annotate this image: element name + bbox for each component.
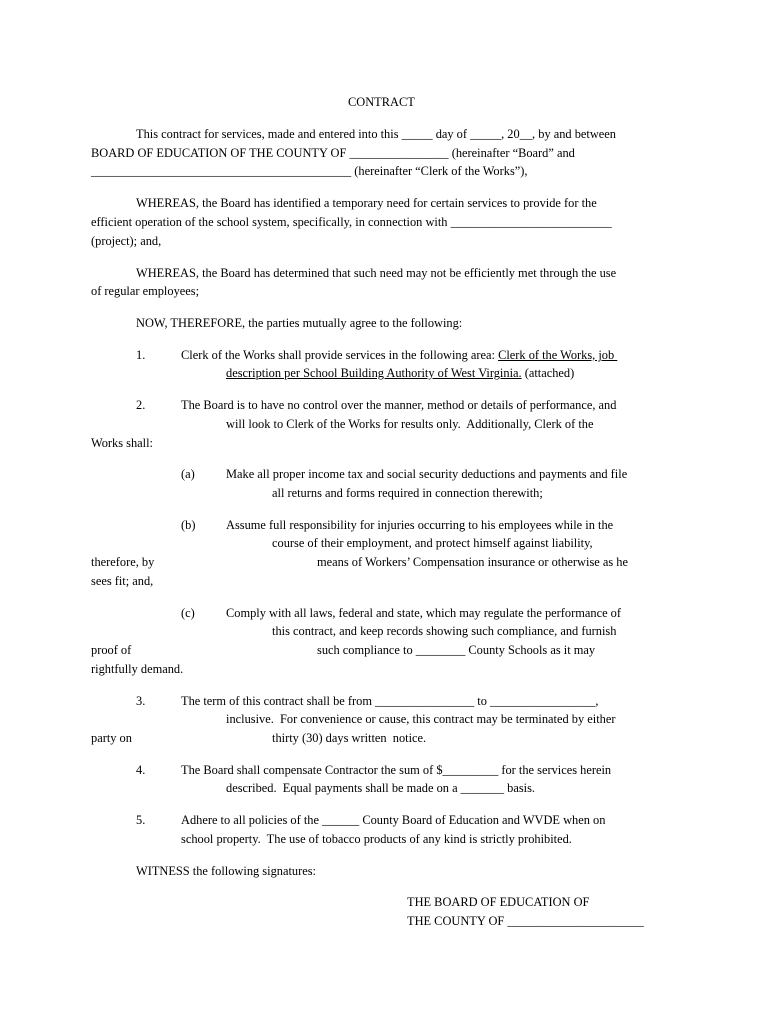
signature-block-line: THE BOARD OF EDUCATION OF (407, 895, 590, 909)
item-number: 5. (136, 813, 146, 827)
item-line: Works shall: (91, 436, 153, 450)
sub-item-line: rightfully demand. (91, 662, 184, 676)
sub-item-line: such compliance to ________ County Schools as it may (317, 643, 596, 657)
item-line: thirty (30) days written notice. (272, 731, 427, 745)
item-line: will look to Clerk of the Works for results only. Additionally, Clerk of the (226, 417, 594, 431)
intro-line: BOARD OF EDUCATION OF THE COUNTY OF ________________ (hereinafter “Board” and (91, 146, 575, 160)
item-line: inclusive. For convenience or cause, this contract may be terminated by either (226, 712, 616, 726)
item-line (181, 348, 617, 363)
item-number: 1. (136, 348, 146, 362)
sub-item-line: this contract, and keep records showing such compliance, and furnish (272, 624, 617, 638)
item-line: school property. The use of tobacco products of any kind is strictly prohibited. (181, 832, 572, 846)
now-therefore-line: NOW, THEREFORE, the parties mutually agree to the following: (136, 316, 463, 330)
witness-line: WITNESS the following signatures: (136, 864, 316, 878)
sub-item-line: means of Workers’ Compensation insurance or otherwise as he (317, 555, 628, 569)
item-line: party on (91, 731, 132, 745)
whereas-line: of regular employees; (91, 284, 200, 298)
item-text: (attached) (521, 366, 575, 380)
job-description-reference: Clerk of the Works, job (498, 348, 618, 362)
job-description-reference: description per School Building Authority of West Virginia. (226, 366, 522, 380)
sub-item-line: Make all proper income tax and social security deductions and payments and file (226, 467, 628, 481)
item-line: Adhere to all policies of the ______ County Board of Education and WVDE when on (181, 813, 606, 827)
sub-item-line: all returns and forms required in connection therewith; (272, 486, 543, 500)
item-number: 3. (136, 694, 146, 708)
sub-item-line: sees fit; and, (91, 574, 154, 588)
item-text: Clerk of the Works shall provide services in the following area: (181, 348, 499, 362)
item-line: The Board is to have no control over the manner, method or details of performance, and (181, 398, 617, 412)
whereas-line: (project); and, (91, 234, 162, 248)
sub-item-label: (a) (181, 467, 195, 481)
sub-item-label: (b) (181, 518, 196, 532)
signature-block-line: THE COUNTY OF ______________________ (407, 914, 644, 928)
whereas-line: efficient operation of the school system, specifically, in connection with __________________________ (91, 215, 612, 229)
sub-item-line: Assume full responsibility for injuries occurring to his employees while in the (226, 518, 614, 532)
item-line (226, 366, 574, 381)
sub-item-line: Comply with all laws, federal and state, which may regulate the performance of (226, 606, 621, 620)
sub-item-line: therefore, by (91, 555, 155, 569)
item-number: 2. (136, 398, 146, 412)
item-number: 4. (136, 763, 146, 777)
intro-line: This contract for services, made and entered into this _____ day of _____, 20__, by and between (136, 127, 617, 141)
sub-item-line: course of their employment, and protect himself against liability, (272, 536, 593, 550)
item-line: described. Equal payments shall be made on a _______ basis. (226, 781, 536, 795)
whereas-line: WHEREAS, the Board has identified a temporary need for certain services to provide for the (136, 196, 597, 210)
sub-item-line: proof of (91, 643, 132, 657)
item-line: The term of this contract shall be from ________________ to _________________, (181, 694, 599, 708)
whereas-line: WHEREAS, the Board has determined that such need may not be efficiently met through the use (136, 266, 617, 280)
item-line: The Board shall compensate Contractor the sum of $_________ for the services herein (181, 763, 612, 777)
page-title: CONTRACT (348, 95, 415, 109)
sub-item-label: (c) (181, 606, 195, 620)
intro-line: __________________________________________ (hereinafter “Clerk of the Works”), (91, 164, 528, 178)
